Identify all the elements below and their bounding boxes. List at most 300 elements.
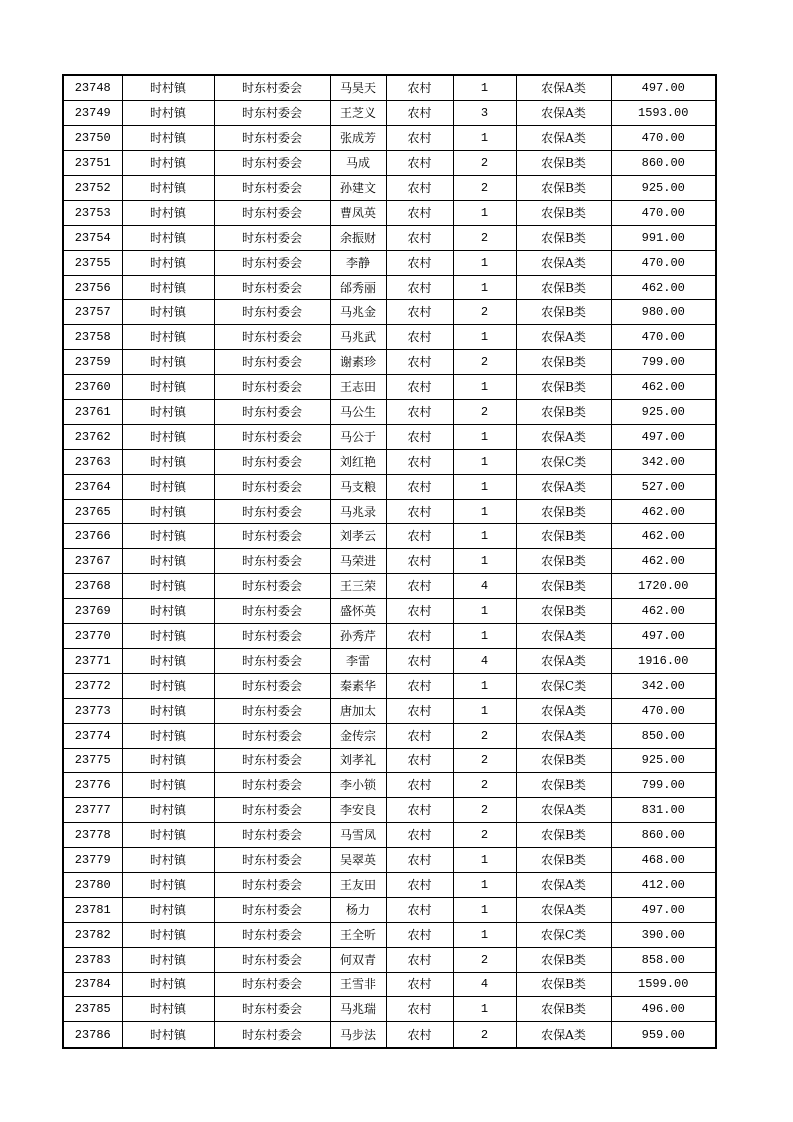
cell-person-name: 刘孝云 (330, 524, 386, 549)
cell-record-id: 23763 (63, 449, 122, 474)
cell-person-count: 2 (453, 723, 516, 748)
table-row (63, 499, 716, 524)
cell-town: 时村镇 (122, 574, 214, 599)
table-row (63, 300, 716, 325)
cell-residence: 农村 (386, 250, 453, 275)
cell-town: 时村镇 (122, 549, 214, 574)
cell-record-id: 23770 (63, 624, 122, 649)
cell-person-name: 马步法 (330, 1022, 386, 1048)
cell-category: 农保A类 (516, 723, 611, 748)
cell-person-count: 1 (453, 997, 516, 1022)
cell-amount: 462.00 (611, 375, 716, 400)
cell-person-count: 1 (453, 599, 516, 624)
cell-person-count: 1 (453, 549, 516, 574)
cell-amount: 497.00 (611, 75, 716, 101)
cell-committee: 时东村委会 (214, 350, 330, 375)
cell-amount: 799.00 (611, 350, 716, 375)
cell-category: 农保B类 (516, 773, 611, 798)
cell-record-id: 23786 (63, 1022, 122, 1048)
cell-category: 农保B类 (516, 848, 611, 873)
cell-record-id: 23781 (63, 897, 122, 922)
cell-committee: 时东村委会 (214, 499, 330, 524)
cell-person-count: 1 (453, 75, 516, 101)
cell-residence: 农村 (386, 723, 453, 748)
table-row (63, 400, 716, 425)
cell-amount: 860.00 (611, 151, 716, 176)
cell-person-count: 1 (453, 897, 516, 922)
cell-town: 时村镇 (122, 176, 214, 201)
cell-amount: 980.00 (611, 300, 716, 325)
cell-amount: 468.00 (611, 848, 716, 873)
cell-person-count: 2 (453, 300, 516, 325)
table-row (63, 101, 716, 126)
cell-person-count: 1 (453, 424, 516, 449)
table-row (63, 549, 716, 574)
cell-residence: 农村 (386, 375, 453, 400)
cell-amount: 925.00 (611, 748, 716, 773)
cell-amount: 959.00 (611, 1022, 716, 1048)
cell-residence: 农村 (386, 624, 453, 649)
cell-residence: 农村 (386, 673, 453, 698)
cell-committee: 时东村委会 (214, 250, 330, 275)
cell-residence: 农村 (386, 698, 453, 723)
cell-person-count: 1 (453, 126, 516, 151)
cell-committee: 时东村委会 (214, 474, 330, 499)
cell-residence: 农村 (386, 424, 453, 449)
cell-category: 农保B类 (516, 549, 611, 574)
cell-record-id: 23772 (63, 673, 122, 698)
cell-committee: 时东村委会 (214, 1022, 330, 1048)
cell-category: 农保A类 (516, 648, 611, 673)
cell-residence: 农村 (386, 524, 453, 549)
cell-committee: 时东村委会 (214, 599, 330, 624)
cell-residence: 农村 (386, 350, 453, 375)
cell-person-name: 金传宗 (330, 723, 386, 748)
cell-town: 时村镇 (122, 922, 214, 947)
cell-person-count: 1 (453, 250, 516, 275)
cell-category: 农保B类 (516, 275, 611, 300)
cell-person-count: 2 (453, 947, 516, 972)
table-row (63, 748, 716, 773)
cell-town: 时村镇 (122, 897, 214, 922)
table-row (63, 126, 716, 151)
cell-category: 农保B类 (516, 375, 611, 400)
cell-person-name: 孙秀芹 (330, 624, 386, 649)
cell-committee: 时东村委会 (214, 325, 330, 350)
cell-person-count: 1 (453, 499, 516, 524)
cell-category: 农保A类 (516, 1022, 611, 1048)
cell-person-name: 杨力 (330, 897, 386, 922)
cell-town: 时村镇 (122, 449, 214, 474)
table-row (63, 75, 716, 101)
table-row (63, 449, 716, 474)
cell-residence: 农村 (386, 922, 453, 947)
cell-amount: 470.00 (611, 200, 716, 225)
cell-town: 时村镇 (122, 151, 214, 176)
cell-amount: 390.00 (611, 922, 716, 947)
cell-residence: 农村 (386, 300, 453, 325)
cell-record-id: 23766 (63, 524, 122, 549)
cell-person-name: 马兆金 (330, 300, 386, 325)
cell-amount: 527.00 (611, 474, 716, 499)
cell-town: 时村镇 (122, 947, 214, 972)
cell-person-count: 1 (453, 375, 516, 400)
cell-category: 农保B类 (516, 972, 611, 997)
cell-category: 农保A类 (516, 250, 611, 275)
cell-person-count: 2 (453, 773, 516, 798)
cell-person-count: 2 (453, 748, 516, 773)
cell-person-count: 1 (453, 325, 516, 350)
cell-person-count: 1 (453, 922, 516, 947)
cell-category: 农保B类 (516, 200, 611, 225)
cell-amount: 497.00 (611, 424, 716, 449)
cell-committee: 时东村委会 (214, 225, 330, 250)
cell-person-name: 刘红艳 (330, 449, 386, 474)
cell-town: 时村镇 (122, 848, 214, 873)
table-row (63, 151, 716, 176)
cell-person-name: 王友田 (330, 872, 386, 897)
cell-amount: 497.00 (611, 624, 716, 649)
cell-residence: 农村 (386, 972, 453, 997)
cell-record-id: 23755 (63, 250, 122, 275)
cell-amount: 991.00 (611, 225, 716, 250)
cell-category: 农保B类 (516, 524, 611, 549)
cell-record-id: 23754 (63, 225, 122, 250)
cell-town: 时村镇 (122, 972, 214, 997)
cell-person-name: 王全听 (330, 922, 386, 947)
cell-amount: 470.00 (611, 698, 716, 723)
cell-person-name: 何双青 (330, 947, 386, 972)
cell-category: 农保A类 (516, 424, 611, 449)
table-body (63, 75, 716, 1048)
table-row (63, 325, 716, 350)
cell-town: 时村镇 (122, 1022, 214, 1048)
cell-town: 时村镇 (122, 723, 214, 748)
cell-residence: 农村 (386, 474, 453, 499)
cell-category: 农保B类 (516, 350, 611, 375)
cell-committee: 时东村委会 (214, 823, 330, 848)
cell-record-id: 23779 (63, 848, 122, 873)
cell-residence: 农村 (386, 449, 453, 474)
cell-committee: 时东村委会 (214, 449, 330, 474)
cell-person-count: 1 (453, 200, 516, 225)
cell-amount: 470.00 (611, 250, 716, 275)
cell-category: 农保B类 (516, 499, 611, 524)
cell-residence: 农村 (386, 499, 453, 524)
cell-committee: 时东村委会 (214, 126, 330, 151)
cell-amount: 1593.00 (611, 101, 716, 126)
cell-committee: 时东村委会 (214, 922, 330, 947)
cell-residence: 农村 (386, 897, 453, 922)
cell-record-id: 23767 (63, 549, 122, 574)
cell-committee: 时东村委会 (214, 375, 330, 400)
cell-residence: 农村 (386, 773, 453, 798)
cell-residence: 农村 (386, 176, 453, 201)
benefit-roster-table (62, 74, 717, 1049)
cell-record-id: 23761 (63, 400, 122, 425)
cell-person-name: 秦素华 (330, 673, 386, 698)
cell-person-name: 曹凤英 (330, 200, 386, 225)
cell-record-id: 23774 (63, 723, 122, 748)
table-row (63, 599, 716, 624)
cell-residence: 农村 (386, 748, 453, 773)
cell-committee: 时东村委会 (214, 151, 330, 176)
cell-person-count: 4 (453, 648, 516, 673)
cell-town: 时村镇 (122, 400, 214, 425)
cell-residence: 农村 (386, 997, 453, 1022)
cell-residence: 农村 (386, 101, 453, 126)
cell-record-id: 23768 (63, 574, 122, 599)
cell-record-id: 23749 (63, 101, 122, 126)
cell-town: 时村镇 (122, 424, 214, 449)
cell-category: 农保B类 (516, 748, 611, 773)
cell-record-id: 23776 (63, 773, 122, 798)
cell-category: 农保A类 (516, 897, 611, 922)
cell-category: 农保C类 (516, 673, 611, 698)
cell-person-name: 马兆武 (330, 325, 386, 350)
cell-category: 农保B类 (516, 947, 611, 972)
cell-category: 农保B类 (516, 151, 611, 176)
cell-amount: 1720.00 (611, 574, 716, 599)
table-row (63, 176, 716, 201)
cell-town: 时村镇 (122, 225, 214, 250)
cell-town: 时村镇 (122, 250, 214, 275)
cell-person-name: 李雷 (330, 648, 386, 673)
table-row (63, 250, 716, 275)
cell-category: 农保B类 (516, 823, 611, 848)
table-row (63, 673, 716, 698)
cell-person-count: 2 (453, 225, 516, 250)
cell-person-name: 李小锁 (330, 773, 386, 798)
cell-category: 农保A类 (516, 75, 611, 101)
cell-person-count: 1 (453, 524, 516, 549)
cell-committee: 时东村委会 (214, 947, 330, 972)
cell-amount: 925.00 (611, 176, 716, 201)
cell-category: 农保B类 (516, 574, 611, 599)
cell-person-name: 刘孝礼 (330, 748, 386, 773)
cell-residence: 农村 (386, 549, 453, 574)
cell-person-count: 1 (453, 698, 516, 723)
cell-committee: 时东村委会 (214, 897, 330, 922)
cell-record-id: 23782 (63, 922, 122, 947)
cell-category: 农保A类 (516, 101, 611, 126)
table-row (63, 972, 716, 997)
table-row (63, 723, 716, 748)
cell-amount: 799.00 (611, 773, 716, 798)
cell-amount: 858.00 (611, 947, 716, 972)
table-row (63, 424, 716, 449)
cell-committee: 时东村委会 (214, 624, 330, 649)
cell-person-name: 王雪非 (330, 972, 386, 997)
cell-record-id: 23752 (63, 176, 122, 201)
cell-town: 时村镇 (122, 200, 214, 225)
cell-committee: 时东村委会 (214, 524, 330, 549)
cell-category: 农保A类 (516, 325, 611, 350)
cell-town: 时村镇 (122, 698, 214, 723)
cell-town: 时村镇 (122, 599, 214, 624)
cell-residence: 农村 (386, 75, 453, 101)
cell-amount: 1599.00 (611, 972, 716, 997)
table-row (63, 848, 716, 873)
table-row (63, 200, 716, 225)
table-row (63, 350, 716, 375)
cell-person-count: 4 (453, 972, 516, 997)
cell-person-name: 吴翠英 (330, 848, 386, 873)
cell-record-id: 23769 (63, 599, 122, 624)
cell-residence: 农村 (386, 574, 453, 599)
cell-person-count: 1 (453, 848, 516, 873)
cell-town: 时村镇 (122, 748, 214, 773)
table-row (63, 823, 716, 848)
cell-record-id: 23757 (63, 300, 122, 325)
cell-person-name: 唐加太 (330, 698, 386, 723)
cell-record-id: 23778 (63, 823, 122, 848)
cell-residence: 农村 (386, 872, 453, 897)
cell-committee: 时东村委会 (214, 972, 330, 997)
cell-town: 时村镇 (122, 126, 214, 151)
cell-amount: 462.00 (611, 599, 716, 624)
cell-town: 时村镇 (122, 798, 214, 823)
cell-amount: 496.00 (611, 997, 716, 1022)
cell-residence: 农村 (386, 200, 453, 225)
cell-category: 农保C类 (516, 922, 611, 947)
cell-record-id: 23756 (63, 275, 122, 300)
cell-residence: 农村 (386, 225, 453, 250)
table-row (63, 474, 716, 499)
cell-person-count: 4 (453, 574, 516, 599)
cell-committee: 时东村委会 (214, 848, 330, 873)
cell-committee: 时东村委会 (214, 798, 330, 823)
cell-person-name: 马雪凤 (330, 823, 386, 848)
cell-town: 时村镇 (122, 624, 214, 649)
cell-town: 时村镇 (122, 997, 214, 1022)
table-row (63, 947, 716, 972)
cell-category: 农保B类 (516, 300, 611, 325)
cell-category: 农保B类 (516, 599, 611, 624)
cell-category: 农保B类 (516, 176, 611, 201)
cell-committee: 时东村委会 (214, 698, 330, 723)
cell-amount: 412.00 (611, 872, 716, 897)
cell-category: 农保A类 (516, 798, 611, 823)
cell-amount: 470.00 (611, 126, 716, 151)
cell-amount: 1916.00 (611, 648, 716, 673)
cell-amount: 860.00 (611, 823, 716, 848)
cell-person-name: 马兆瑞 (330, 997, 386, 1022)
cell-committee: 时东村委会 (214, 75, 330, 101)
cell-town: 时村镇 (122, 499, 214, 524)
cell-town: 时村镇 (122, 300, 214, 325)
cell-town: 时村镇 (122, 773, 214, 798)
cell-amount: 925.00 (611, 400, 716, 425)
cell-town: 时村镇 (122, 673, 214, 698)
table-row (63, 997, 716, 1022)
cell-person-name: 李安良 (330, 798, 386, 823)
cell-town: 时村镇 (122, 474, 214, 499)
cell-category: 农保A类 (516, 698, 611, 723)
cell-record-id: 23758 (63, 325, 122, 350)
cell-residence: 农村 (386, 599, 453, 624)
cell-residence: 农村 (386, 1022, 453, 1048)
cell-record-id: 23762 (63, 424, 122, 449)
cell-amount: 342.00 (611, 673, 716, 698)
cell-amount: 342.00 (611, 449, 716, 474)
cell-record-id: 23785 (63, 997, 122, 1022)
cell-person-name: 余振财 (330, 225, 386, 250)
cell-residence: 农村 (386, 151, 453, 176)
cell-committee: 时东村委会 (214, 549, 330, 574)
cell-committee: 时东村委会 (214, 648, 330, 673)
cell-committee: 时东村委会 (214, 574, 330, 599)
cell-town: 时村镇 (122, 275, 214, 300)
cell-record-id: 23748 (63, 75, 122, 101)
cell-committee: 时东村委会 (214, 723, 330, 748)
cell-amount: 462.00 (611, 499, 716, 524)
cell-person-name: 盛怀英 (330, 599, 386, 624)
cell-record-id: 23765 (63, 499, 122, 524)
cell-amount: 497.00 (611, 897, 716, 922)
cell-category: 农保A类 (516, 624, 611, 649)
cell-amount: 831.00 (611, 798, 716, 823)
cell-record-id: 23783 (63, 947, 122, 972)
cell-amount: 470.00 (611, 325, 716, 350)
cell-person-name: 王三荣 (330, 574, 386, 599)
cell-town: 时村镇 (122, 648, 214, 673)
table-row (63, 624, 716, 649)
cell-residence: 农村 (386, 275, 453, 300)
cell-residence: 农村 (386, 798, 453, 823)
cell-residence: 农村 (386, 947, 453, 972)
cell-category: 农保B类 (516, 225, 611, 250)
table-row (63, 275, 716, 300)
cell-person-name: 谢素珍 (330, 350, 386, 375)
cell-record-id: 23750 (63, 126, 122, 151)
cell-person-count: 1 (453, 275, 516, 300)
cell-committee: 时东村委会 (214, 400, 330, 425)
cell-person-name: 王芝义 (330, 101, 386, 126)
cell-category: 农保A类 (516, 474, 611, 499)
cell-person-name: 马荣进 (330, 549, 386, 574)
cell-person-name: 马成 (330, 151, 386, 176)
cell-category: 农保A类 (516, 872, 611, 897)
cell-category: 农保B类 (516, 997, 611, 1022)
cell-record-id: 23780 (63, 872, 122, 897)
table-row (63, 524, 716, 549)
cell-committee: 时东村委会 (214, 872, 330, 897)
cell-amount: 462.00 (611, 275, 716, 300)
table-row (63, 798, 716, 823)
cell-committee: 时东村委会 (214, 101, 330, 126)
cell-person-name: 王志田 (330, 375, 386, 400)
cell-record-id: 23753 (63, 200, 122, 225)
cell-person-count: 1 (453, 624, 516, 649)
cell-person-name: 马公于 (330, 424, 386, 449)
cell-person-count: 1 (453, 673, 516, 698)
cell-person-name: 马昊天 (330, 75, 386, 101)
cell-town: 时村镇 (122, 524, 214, 549)
cell-residence: 农村 (386, 325, 453, 350)
cell-residence: 农村 (386, 823, 453, 848)
cell-record-id: 23777 (63, 798, 122, 823)
cell-committee: 时东村委会 (214, 673, 330, 698)
cell-town: 时村镇 (122, 101, 214, 126)
cell-amount: 462.00 (611, 524, 716, 549)
cell-record-id: 23784 (63, 972, 122, 997)
cell-person-count: 2 (453, 176, 516, 201)
cell-record-id: 23760 (63, 375, 122, 400)
cell-committee: 时东村委会 (214, 424, 330, 449)
table-row (63, 698, 716, 723)
cell-town: 时村镇 (122, 75, 214, 101)
